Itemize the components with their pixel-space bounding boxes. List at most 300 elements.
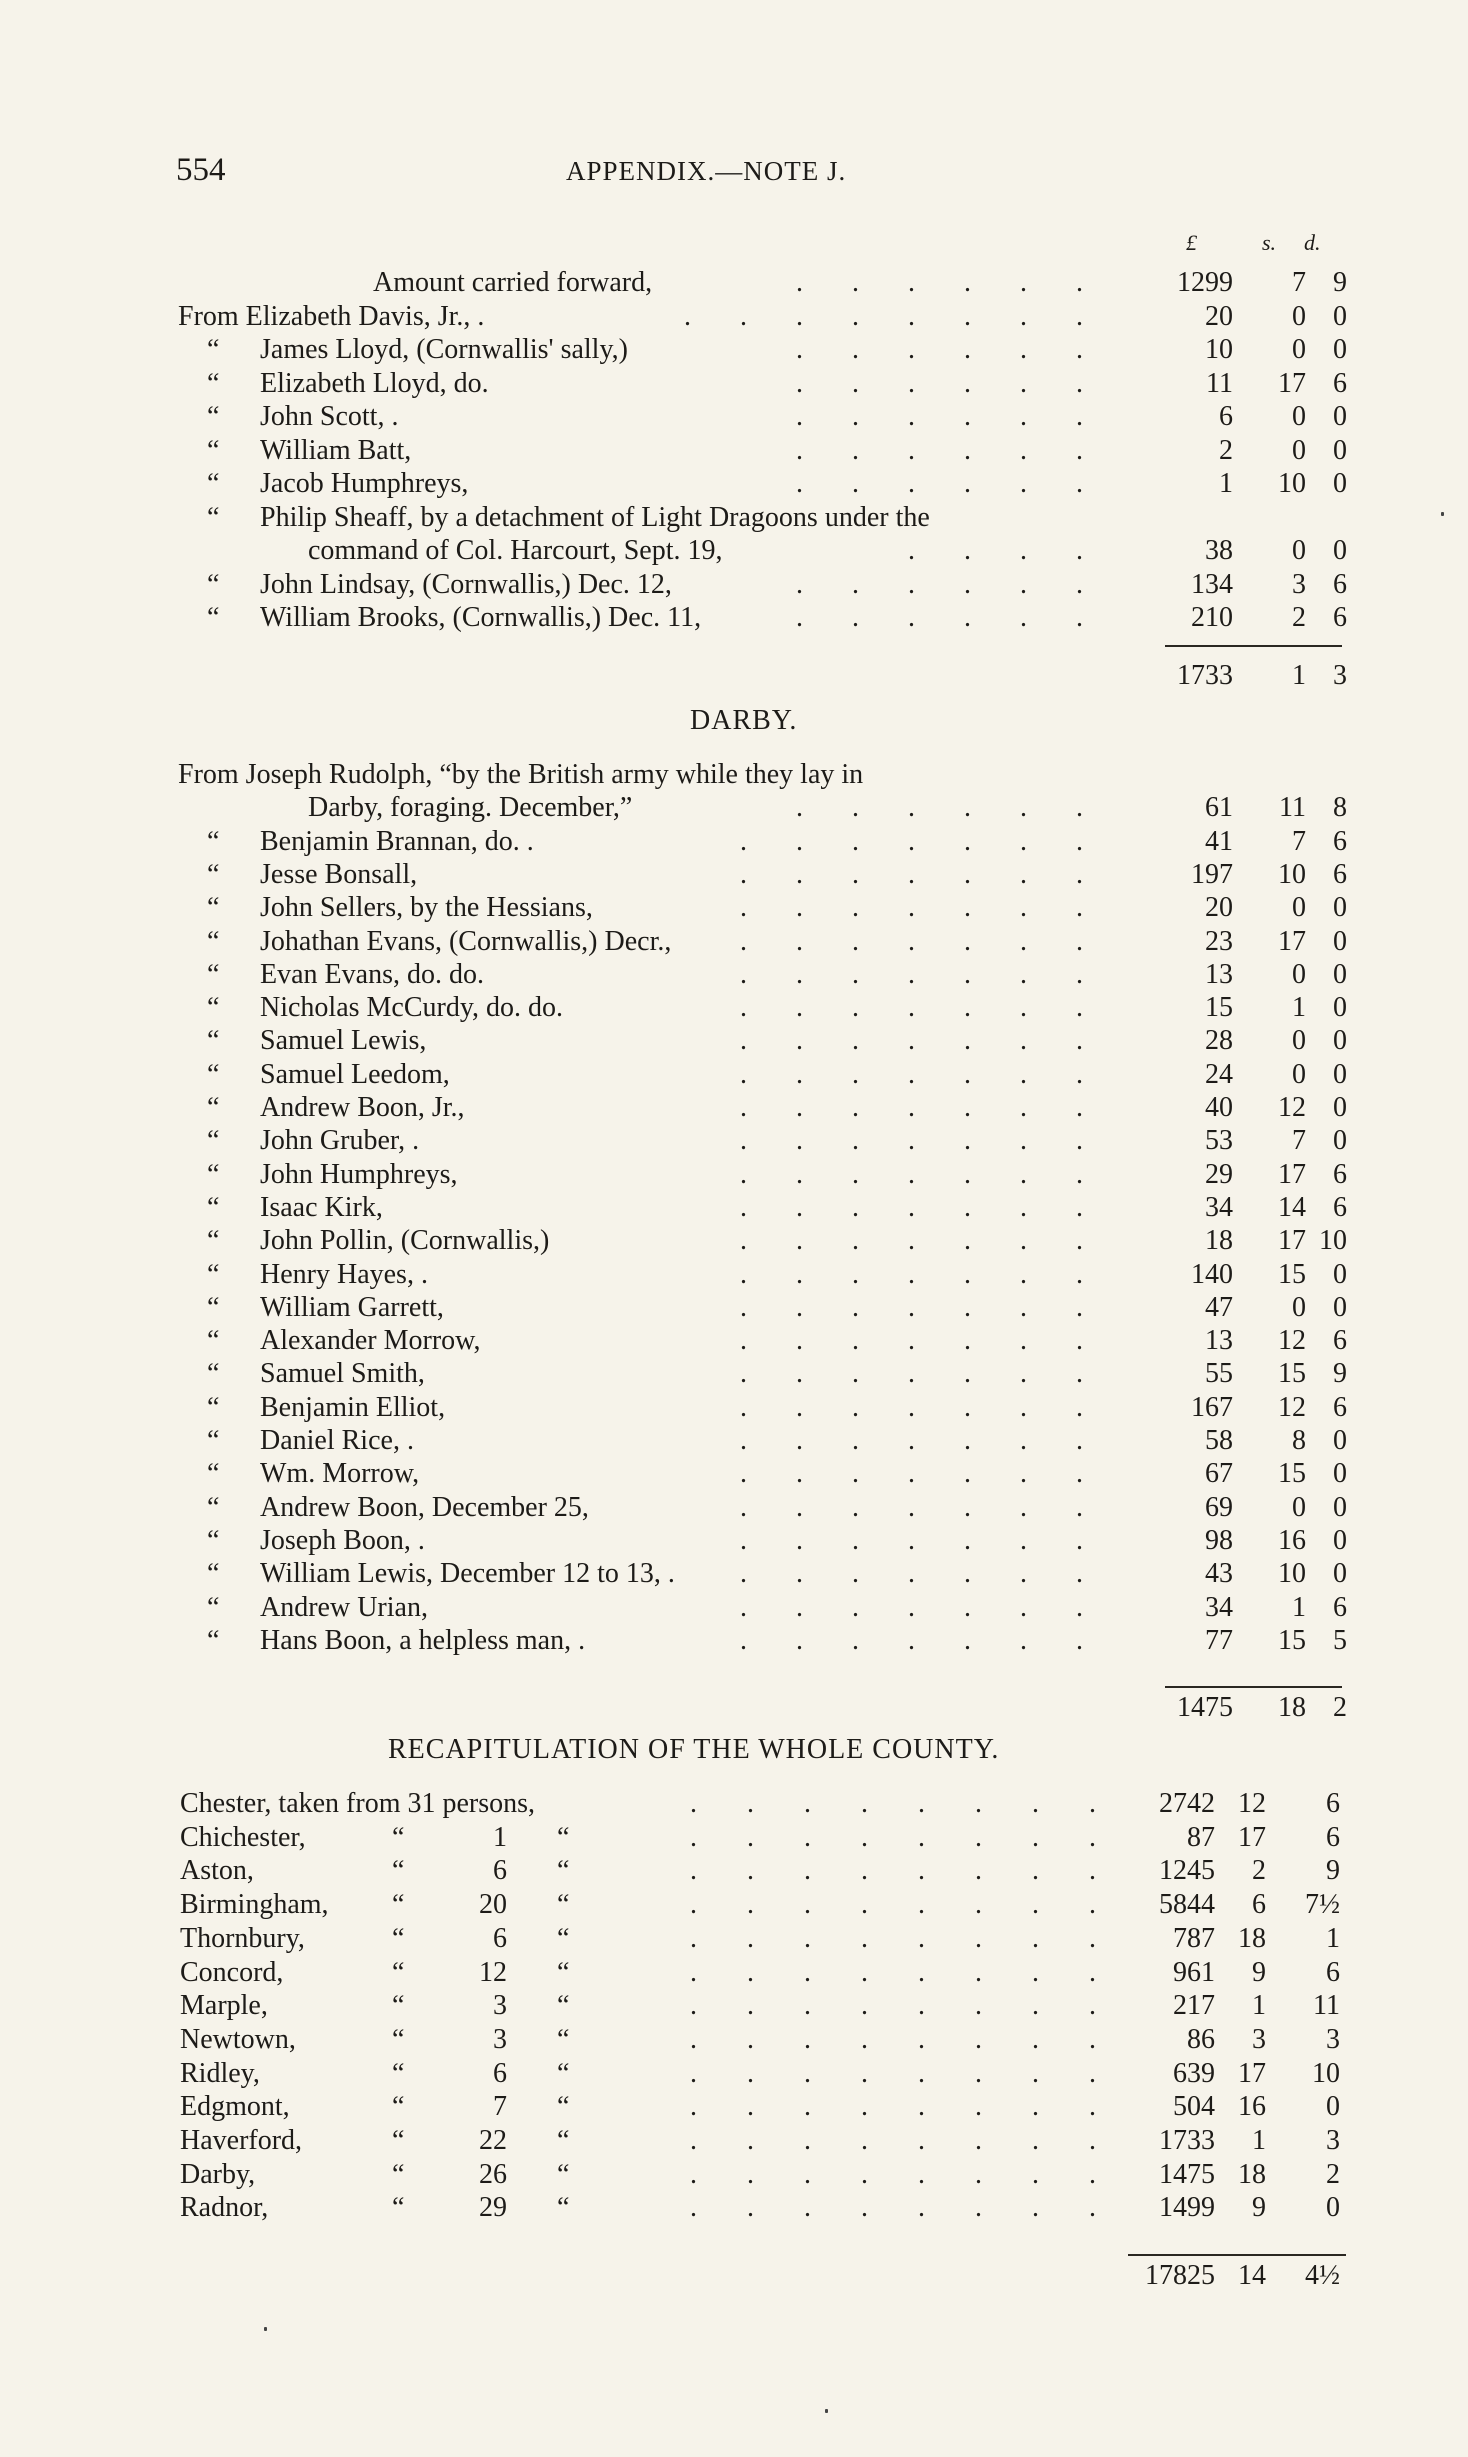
shillings-value: 17 [1238,2057,1266,2089]
ledger-row: “ Jacob Humphreys, . . . . . . 1 10 0 [207,468,1347,499]
entry-label: Benjamin Elliot, [260,1391,446,1423]
pounds-value: 41 [1205,825,1233,857]
page-header [176,152,1336,196]
ditto-mark: “ [207,568,220,600]
ledger-row: “ Evan Evans, do. do. . . . . . . . 13 0 0 [207,958,1347,990]
shillings-value: 0 [1292,1058,1306,1090]
pence-value: 6 [1326,1788,1340,1819]
recap-row: Darby, “ 26 “ . . . . . . . . 1475 18 2 [180,2158,1340,2190]
entry-label: William Batt, [260,434,412,466]
ledger-row: “ Alexander Morrow, . . . . . . . 13 12 6 [207,1325,1347,1357]
pounds-value: 1245 [1159,1855,1215,1887]
pounds-value: 58 [1205,1425,1233,1456]
total-pounds: 1475 [1177,1692,1233,1723]
persons-count: 6 [493,2057,507,2089]
ditto-mark: “ [207,858,220,890]
ditto-mark: “ [207,1624,220,1656]
ditto-mark: “ [207,1591,220,1623]
pounds-value: 210 [1191,602,1233,633]
ditto-mark: “ [557,1889,570,1921]
pounds-value: 13 [1205,958,1233,990]
shillings-value: 0 [1292,1291,1306,1323]
shillings-value: 18 [1238,2158,1266,2190]
shillings-value: 15 [1278,1624,1306,1656]
darby-heading: DARBY. [690,705,798,736]
ditto-mark: “ [207,1025,220,1057]
entry-label: From Elizabeth Davis, Jr., . [178,300,485,332]
ledger-row: “ Samuel Lewis, . . . . . . . 28 0 0 [207,1025,1347,1057]
shillings-value: 0 [1292,892,1306,924]
ditto-mark: “ [207,825,220,857]
pence-value: 0 [1333,1458,1347,1490]
recap-row: Thornbury, “ 6 “ . . . . . . . . 787 18 1 [180,1922,1340,1954]
ledger-row: “ Samuel Leedom, . . . . . . . 24 0 0 [207,1058,1347,1090]
pounds-value: 1 [1219,468,1233,499]
total-pence: 4½ [1305,2260,1340,2291]
pounds-value: 787 [1173,1922,1215,1954]
entry-label: Henry Hayes, . [260,1258,428,1290]
total-pence: 3 [1333,660,1347,691]
recap-row: Aston, “ 6 “ . . . . . . . . 1245 2 9 [180,1855,1340,1887]
ditto-mark: “ [557,1922,570,1954]
pounds-value: 98 [1205,1524,1233,1556]
shillings-value: 6 [1252,1889,1266,1921]
ditto-mark: “ [557,2158,570,2190]
shillings-column-head: s. [1262,230,1277,255]
pounds-value: 29 [1205,1158,1233,1190]
ledger-row: “ William Brooks, (Cornwallis,) Dec. 11, . . . . . . 210 2 6 [207,602,1347,633]
recap-row: Birmingham, “ 20 “ . . . . . . . . 5844 6 7½ [180,1889,1340,1921]
ledger-row: “ William Batt, . . . . . . 2 0 0 [207,434,1347,466]
persons-count: 3 [493,2023,507,2055]
district-name: Edgmont, [180,2091,290,2123]
entry-label: Benjamin Brannan, do. . [260,825,534,857]
ditto-mark: “ [392,1855,405,1887]
total-pounds: 1733 [1177,660,1233,691]
pence-value: 6 [1333,1158,1347,1190]
pounds-value: 43 [1205,1558,1233,1590]
pence-value: 0 [1333,434,1347,466]
recap-row: Haverford, “ 22 “ . . . . . . . . 1733 1 3 [180,2125,1340,2156]
ditto-mark: “ [207,334,220,365]
page-number: 554 [176,152,226,188]
shillings-value: 3 [1292,568,1306,600]
entry-label: Evan Evans, do. do. [260,958,484,990]
ditto-mark: “ [207,468,220,499]
ledger-row: “ John Humphreys, . . . . . . . 29 17 6 [207,1158,1347,1190]
ditto-mark: “ [392,2057,405,2089]
entry-label: John Humphreys, [260,1158,458,1190]
pence-value: 0 [1333,925,1347,957]
pounds-value: 38 [1205,535,1233,566]
pence-value: 9 [1333,1358,1347,1390]
total-shillings: 14 [1238,2260,1266,2291]
shillings-value: 12 [1238,1788,1266,1819]
ditto-mark: “ [392,2192,405,2224]
shillings-value: 15 [1278,1258,1306,1290]
pence-value: 11 [1313,1990,1340,2022]
ditto-mark: “ [392,2158,405,2190]
pence-value: 0 [1333,1291,1347,1323]
ledger-row: “ John Scott, . . . . . . . 6 0 0 [207,401,1347,432]
entry-label: John Sellers, by the Hessians, [260,892,593,924]
pence-value: 9 [1326,1855,1340,1887]
ditto-mark: “ [207,1092,220,1123]
pounds-value: 13 [1205,1325,1233,1357]
ditto-mark: “ [207,1325,220,1357]
ditto-mark: “ [207,401,220,432]
darby-total-row [0,1692,1468,1725]
pounds-value: 134 [1191,568,1233,600]
shillings-value: 14 [1278,1191,1306,1223]
entry-label: command of Col. Harcourt, Sept. 19, [308,535,723,566]
pence-value: 0 [1333,468,1347,499]
recap-row: Ridley, “ 6 “ . . . . . . . . 639 17 10 [180,2057,1340,2089]
ledger-row: “ Benjamin Brannan, do. . . . . . . . . 41 7 6 [207,825,1347,857]
shillings-value: 7 [1292,825,1306,857]
total-shillings: 1 [1292,660,1306,691]
ditto-mark: “ [557,2023,570,2055]
entry-label: From Joseph Rudolph, “by the British army while they lay in [178,759,864,790]
ditto-mark: “ [557,2125,570,2156]
sum-rule [1165,1686,1342,1688]
pence-value: 10 [1312,2057,1340,2089]
ditto-mark: “ [392,2091,405,2123]
entry-label: Andrew Boon, December 25, [260,1491,589,1523]
entry-label: John Gruber, . [260,1125,420,1157]
ditto-mark: “ [557,2192,570,2224]
shillings-value: 7 [1292,267,1306,298]
ditto-mark: “ [207,958,220,990]
entry-label: Andrew Urian, [260,1591,428,1623]
shillings-value: 1 [1292,1591,1306,1623]
pounds-value: 24 [1205,1058,1233,1090]
shillings-value: 1 [1252,1990,1266,2022]
pounds-value: 53 [1205,1125,1233,1157]
entry-label: John Pollin, (Cornwallis,) [260,1225,550,1257]
shillings-value: 17 [1278,1225,1306,1257]
entry-label: John Scott, . [260,401,399,432]
ledger-row: “ Andrew Urian, . . . . . . . 34 1 6 [207,1591,1347,1623]
pounds-value: 2742 [1159,1788,1215,1819]
ditto-mark: “ [207,602,220,633]
shillings-value: 12 [1278,1391,1306,1423]
shillings-value: 0 [1292,958,1306,990]
ditto-mark: “ [392,1889,405,1921]
district-name: Chichester, [180,1821,306,1853]
ditto-mark: “ [557,1990,570,2022]
district-name: Haverford, [180,2125,303,2156]
pounds-value: 61 [1205,792,1233,824]
recap-row: Edgmont, “ 7 “ . . . . . . . . 504 16 0 [180,2091,1340,2123]
district-name: Ridley, [180,2057,260,2089]
ledger-row: Darby, foraging. December,” . . . . . . 61 11 8 [308,792,1347,824]
pounds-value: 5844 [1159,1889,1215,1921]
entry-label: Daniel Rice, . [260,1425,414,1456]
running-title: APPENDIX.—NOTE J. [566,156,847,186]
ledger-row [0,758,1468,791]
ditto-mark: “ [392,1821,405,1853]
ditto-mark: “ [557,1956,570,1988]
pounds-value: 197 [1191,858,1233,890]
persons-count: 26 [479,2158,507,2190]
district-name: Radnor, [180,2192,269,2224]
shillings-value: 0 [1292,434,1306,466]
pounds-value: 6 [1219,401,1233,432]
ditto-mark: “ [207,1258,220,1290]
shillings-value: 17 [1238,1821,1266,1853]
pence-value: 0 [1333,535,1347,566]
pence-value: 1 [1326,1922,1340,1954]
entry-label: Andrew Boon, Jr., [260,1092,465,1123]
entry-label: Philip Sheaff, by a detachment of Light Dragoons under the [260,501,930,533]
district-name: Aston, [180,1855,254,1887]
pounds-value: 77 [1205,1624,1233,1656]
ledger-row: “ Henry Hayes, . . . . . . . . 140 15 0 [207,1258,1347,1290]
shillings-value: 0 [1292,1025,1306,1057]
ledger-row: From Elizabeth Davis, Jr., . . . . . . . . . 20 0 0 [178,300,1347,332]
district-name: Newtown, [180,2023,296,2055]
pence-value: 0 [1333,1491,1347,1523]
total-shillings: 18 [1278,1692,1306,1723]
pence-value: 0 [1333,1258,1347,1290]
pence-value: 0 [1333,892,1347,924]
shillings-value: 16 [1238,2091,1266,2123]
shillings-value: 11 [1279,792,1306,824]
shillings-value: 18 [1238,1922,1266,1954]
pence-value: 0 [1333,1425,1347,1456]
entry-label: Wm. Morrow, [260,1458,420,1490]
district-name: Darby, [180,2158,256,2190]
ledger-row: command of Col. Harcourt, Sept. 19, . . . . 38 0 0 [308,535,1347,566]
shillings-value: 15 [1278,1458,1306,1490]
ledger-row: Amount carried forward, . . . . . . 1299 7 9 [373,267,1347,298]
pounds-value: 2 [1219,434,1233,466]
pence-value: 0 [1326,2192,1340,2224]
persons-count: 6 [493,1922,507,1954]
shillings-value: 0 [1292,334,1306,365]
shillings-value: 12 [1278,1092,1306,1123]
pounds-value: 67 [1205,1458,1233,1490]
entry-label: William Lewis, December 12 to 13, . [260,1558,675,1590]
entry-label: John Lindsay, (Cornwallis,) Dec. 12, [260,568,672,600]
ledger-row: “ Joseph Boon, . . . . . . . . 98 16 0 [207,1524,1347,1556]
shillings-value: 9 [1252,1956,1266,1988]
entry-label: Nicholas McCurdy, do. do. [260,992,564,1024]
pounds-value: 23 [1205,925,1233,957]
ditto-mark: “ [207,992,220,1024]
shillings-value: 9 [1252,2192,1266,2224]
shillings-value: 15 [1278,1358,1306,1390]
ledger-row: “ Daniel Rice, . . . . . . . . 58 8 0 [207,1425,1347,1456]
pence-value: 0 [1333,401,1347,432]
recap-row: Chichester, “ 1 “ . . . . . . . . 87 17 6 [180,1821,1340,1853]
pounds-value: 55 [1205,1358,1233,1390]
pounds-value: 1299 [1177,267,1233,298]
recap-row: Marple, “ 3 “ . . . . . . . . 217 1 11 [180,1990,1340,2022]
pounds-value: 1499 [1159,2192,1215,2224]
ledger-row: “ Hans Boon, a helpless man, . . . . . . . . 77 15 5 [207,1624,1347,1656]
ditto-mark: “ [392,2125,405,2156]
entry-label: Jacob Humphreys, [260,468,469,499]
ledger-row: “ James Lloyd, (Cornwallis' sally,) . . . . . . 10 0 0 [207,334,1347,365]
pence-value: 8 [1333,792,1347,824]
ditto-mark: “ [207,1358,220,1390]
ink-speck [264,2327,267,2331]
pounds-value: 18 [1205,1225,1233,1257]
pence-value: 0 [1326,2091,1340,2123]
ledger-row [0,501,1468,534]
entry-label: Samuel Smith, [260,1358,425,1390]
ditto-mark: “ [207,434,220,466]
pence-column-head: d. [1304,230,1321,255]
pence-value: 0 [1333,958,1347,990]
pence-value: 3 [1326,2125,1340,2156]
district-name: Marple, [180,1990,268,2022]
ledger-row: “ Andrew Boon, December 25, . . . . . . . 69 0 0 [207,1491,1347,1523]
recap-heading: RECAPITULATION OF THE WHOLE COUNTY. [388,1734,1000,1765]
entry-label: William Garrett, [260,1291,444,1323]
shillings-value: 0 [1292,535,1306,566]
persons-count: 29 [479,2192,507,2224]
shillings-value: 17 [1278,925,1306,957]
pence-value: 0 [1333,1092,1347,1123]
ledger-row: “ John Lindsay, (Cornwallis,) Dec. 12, . . . . . . 134 3 6 [207,568,1347,600]
shillings-value: 10 [1278,1558,1306,1590]
ledger-row: “ Isaac Kirk, . . . . . . . 34 14 6 [207,1191,1347,1223]
total-pounds: 17825 [1145,2260,1215,2291]
pence-value: 0 [1333,300,1347,332]
ditto-mark: “ [207,1058,220,1090]
ditto-mark: “ [392,2023,405,2055]
recap-total-row [0,2260,1468,2293]
ledger-row: “ John Pollin, (Cornwallis,) . . . . . . . 18 17 10 [207,1225,1347,1257]
pounds-value: 10 [1205,334,1233,365]
persons-count: 1 [493,1821,507,1853]
persons-count: 3 [493,1990,507,2022]
district-name: Concord, [180,1956,284,1988]
persons-count: 6 [493,1855,507,1887]
pence-value: 0 [1333,992,1347,1024]
entry-label: Darby, foraging. December,” [308,792,633,824]
ditto-mark: “ [207,892,220,924]
ditto-mark: “ [392,1922,405,1954]
sum-rule [1165,645,1342,647]
pounds-column-head: £ [1186,230,1197,255]
pounds-value: 140 [1191,1258,1233,1290]
ditto-mark: “ [557,2057,570,2089]
pounds-value: 167 [1191,1391,1233,1423]
entry-label: Samuel Leedom, [260,1058,450,1090]
entry-label: Jesse Bonsall, [260,858,418,890]
entry-label: Hans Boon, a helpless man, . [260,1624,586,1656]
ditto-mark: “ [207,1391,220,1423]
pence-value: 6 [1333,602,1347,633]
shillings-value: 17 [1278,367,1306,399]
ditto-mark: “ [207,1558,220,1590]
district-name: Birmingham, [180,1889,329,1921]
ledger-row: “ Jesse Bonsall, . . . . . . . 197 10 6 [207,858,1347,890]
pence-value: 6 [1326,1956,1340,1988]
pence-value: 6 [1333,1191,1347,1223]
ditto-mark: “ [557,1855,570,1887]
ditto-mark: “ [207,1425,220,1456]
pounds-value: 28 [1205,1025,1233,1057]
entry-label: Samuel Lewis, [260,1025,427,1057]
ditto-mark: “ [557,2091,570,2123]
total-pence: 2 [1333,1692,1347,1723]
pounds-value: 69 [1205,1491,1233,1523]
pence-value: 7½ [1305,1889,1340,1921]
pounds-value: 961 [1173,1956,1215,1988]
entry-label: Isaac Kirk, [260,1191,383,1223]
shillings-value: 10 [1278,468,1306,499]
shillings-value: 12 [1278,1325,1306,1357]
pence-value: 0 [1333,334,1347,365]
ditto-mark: “ [557,1821,570,1853]
shillings-value: 10 [1278,858,1306,890]
pence-value: 6 [1333,1325,1347,1357]
sum-rule [1128,2254,1346,2256]
pence-value: 2 [1326,2158,1340,2190]
recap-row: Radnor, “ 29 “ . . . . . . . . 1499 9 0 [180,2192,1340,2224]
ledger-row: “ William Garrett, . . . . . . . 47 0 0 [207,1291,1347,1323]
ditto-mark: “ [207,367,220,399]
ditto-mark: “ [392,1956,405,1988]
pounds-value: 217 [1173,1990,1215,2022]
shillings-value: 2 [1252,1855,1266,1887]
ledger-row: “ Nicholas McCurdy, do. do. . . . . . . . 15 1 0 [207,992,1347,1024]
entry-label: Alexander Morrow, [260,1325,481,1357]
pence-value: 0 [1333,1524,1347,1556]
district-name: Chester, taken from 31 persons, [180,1788,536,1819]
recap-row: Chester, taken from 31 persons, . . . . . . . . 2742 12 6 [180,1788,1340,1819]
ink-speck [1441,512,1444,516]
district-name: Thornbury, [180,1922,305,1954]
entry-label: James Lloyd, (Cornwallis' sally,) [260,334,628,365]
ledger-row: “ Elizabeth Lloyd, do. . . . . . . 11 17 6 [207,367,1347,399]
pence-value: 10 [1319,1225,1347,1257]
entry-label: William Brooks, (Cornwallis,) Dec. 11, [260,602,702,633]
ledger-row: “ Wm. Morrow, . . . . . . . 67 15 0 [207,1458,1347,1490]
pounds-value: 1475 [1159,2158,1215,2190]
pence-value: 9 [1333,267,1347,298]
shillings-value: 7 [1292,1125,1306,1157]
pounds-value: 87 [1187,1821,1215,1853]
shillings-value: 1 [1292,992,1306,1024]
persons-count: 7 [493,2091,507,2123]
ledger-row: “ Benjamin Elliot, . . . . . . . 167 12 6 [207,1391,1347,1423]
pence-value: 0 [1333,1558,1347,1590]
ledger-row: “ Andrew Boon, Jr., . . . . . . . 40 12 0 [207,1092,1347,1123]
shillings-value: 2 [1292,602,1306,633]
ditto-mark: “ [207,1125,220,1157]
pence-value: 0 [1333,1058,1347,1090]
ledger-row: “ Samuel Smith, . . . . . . . 55 15 9 [207,1358,1347,1390]
ditto-mark: “ [207,1191,220,1223]
shillings-value: 0 [1292,401,1306,432]
entry-label: Johathan Evans, (Cornwallis,) Decr., [260,925,672,957]
pence-value: 5 [1333,1624,1347,1656]
pence-value: 6 [1333,858,1347,890]
pence-value: 6 [1333,367,1347,399]
ditto-mark: “ [207,1291,220,1323]
pounds-value: 11 [1206,367,1233,399]
pence-value: 0 [1333,1025,1347,1057]
recap-row: Newtown, “ 3 “ . . . . . . . . 86 3 3 [180,2023,1340,2055]
shillings-value: 0 [1292,1491,1306,1523]
ledger-row: “ William Lewis, December 12 to 13, . . . . . . . . 43 10 0 [207,1558,1347,1590]
